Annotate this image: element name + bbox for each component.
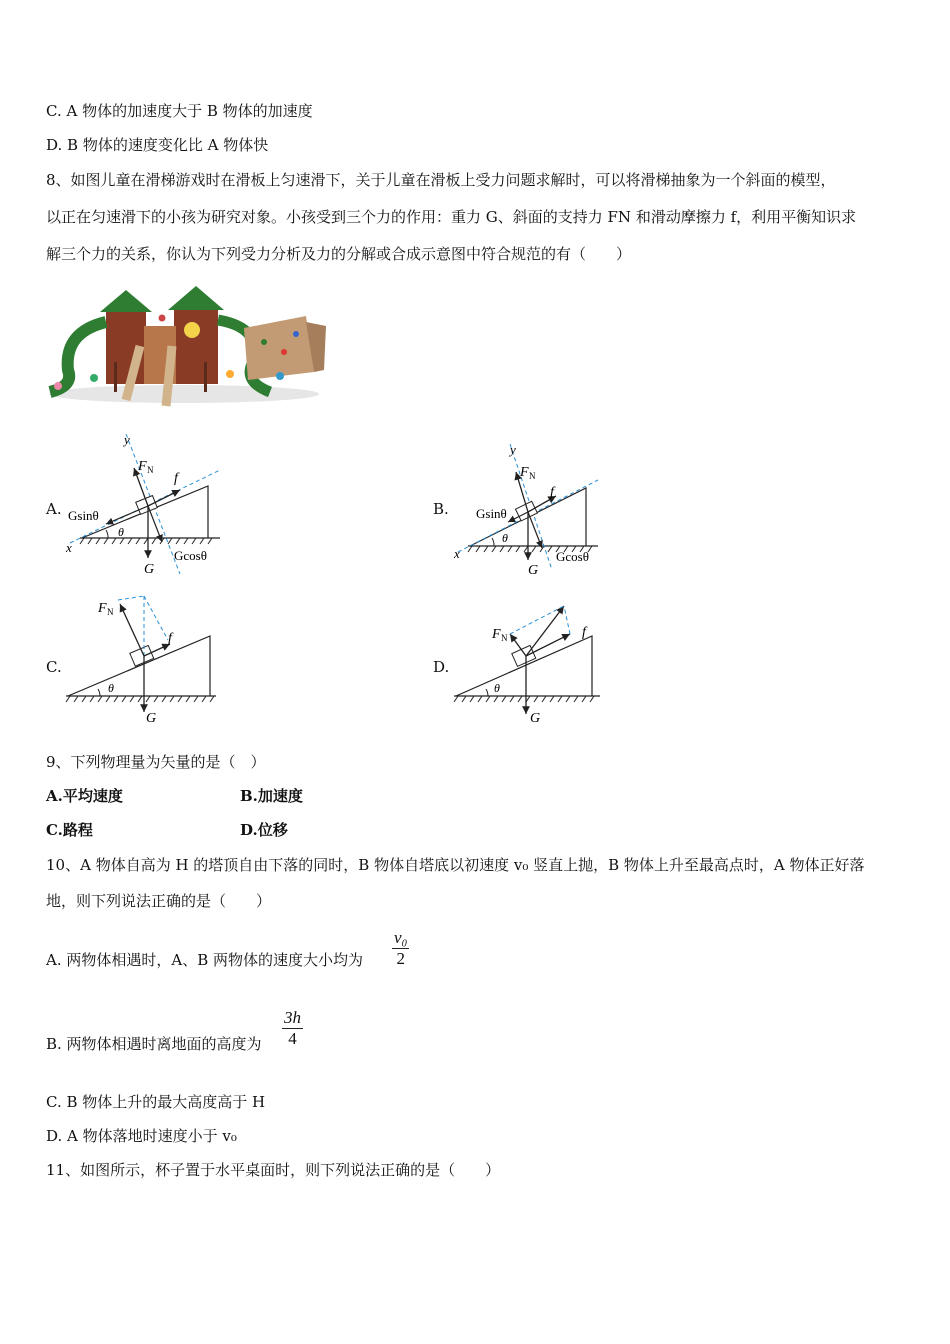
svg-text:f: f	[168, 631, 172, 646]
q9-option-a: A.平均速度	[46, 787, 123, 805]
svg-text:N: N	[501, 633, 508, 643]
diagram-b	[448, 436, 618, 581]
q9-stem: 9、下列物理量为矢量的是（ ）	[46, 753, 266, 771]
y-axis-label: y	[124, 432, 130, 447]
svg-text:Gcosθ: Gcosθ	[556, 549, 589, 564]
svg-text:θ: θ	[502, 531, 508, 545]
q10-option-c: C. B 物体上升的最大高度高于 H	[46, 1093, 266, 1111]
q10-option-b: B. 两物体相遇时离地面的高度为	[46, 1035, 262, 1053]
q10-option-a-fraction: $\frac{\text{v₀}}{2}$	[394, 928, 408, 968]
diagram-d	[448, 598, 618, 730]
g-label: G	[144, 562, 155, 577]
playground-illustration	[44, 282, 328, 408]
q10-option-b-fraction: $\frac{3h}{4}$	[284, 1008, 301, 1048]
q10-option-d: D. A 物体落地时速度小于 v₀	[46, 1127, 237, 1145]
f-label: f	[174, 471, 178, 486]
svg-text:G: G	[146, 711, 157, 726]
q7-option-d: D. B 物体的速度变化比 A 物体快	[46, 136, 269, 154]
svg-text:x: x	[454, 546, 460, 561]
svg-text:N: N	[529, 471, 536, 481]
q8-option-c-label: C.	[46, 658, 62, 676]
svg-text:y: y	[510, 442, 516, 457]
q8-stem-line1: 8、如图儿童在滑梯游戏时在滑板上匀速滑下，关于儿童在滑板上受力问题求解时，可以将滑梯抽象为一个斜面的模型，	[46, 171, 836, 189]
q8-option-b-label: B.	[433, 500, 449, 518]
diagram-c	[60, 590, 230, 730]
q7-option-c: C. A 物体的加速度大于 B 物体的加速度	[46, 102, 313, 120]
svg-text:N: N	[107, 607, 114, 617]
svg-text:F: F	[98, 601, 107, 616]
q10-option-a: A. 两物体相遇时，A、B 两物体的速度大小均为	[46, 951, 363, 969]
svg-text:G: G	[530, 711, 541, 726]
q8-option-d-label: D.	[433, 658, 450, 676]
svg-text:f: f	[582, 625, 586, 640]
q9-option-c: C.路程	[46, 821, 93, 839]
svg-text:G: G	[528, 563, 539, 578]
fn-subscript: N	[147, 465, 154, 475]
diagram-a	[60, 428, 230, 578]
svg-text:F: F	[492, 627, 501, 642]
fn-label: F	[138, 459, 147, 474]
gsin-label: Gsinθ	[68, 508, 99, 523]
svg-text:θ: θ	[494, 681, 500, 695]
x-axis-label: x	[66, 540, 72, 555]
q10-stem-line1: 10、A 物体自高为 H 的塔顶自由下落的同时，B 物体自塔底以初速度 v₀ 竖直上抛，B 物体上升至最高点时，A 物体正好落	[46, 856, 865, 874]
svg-text:θ: θ	[108, 681, 114, 695]
gcos-label: Gcosθ	[174, 548, 207, 563]
theta-label: θ	[118, 525, 124, 539]
svg-text:f: f	[550, 485, 554, 500]
q9-option-b: B.加速度	[240, 787, 303, 805]
q8-stem-line2: 以正在匀速滑下的小孩为研究对象。小孩受到三个力的作用：重力 G、斜面的支持力 FN 和滑动摩擦力 f，利用平衡知识求	[46, 208, 857, 226]
q9-option-d: D.位移	[240, 821, 288, 839]
q8-stem-line3: 解三个力的关系，你认为下列受力分析及力的分解或合成示意图中符合规范的有（ ）	[46, 245, 632, 263]
q10-stem-line2: 地，则下列说法正确的是（ ）	[46, 892, 272, 910]
svg-text:F: F	[520, 465, 529, 480]
svg-text:Gsinθ: Gsinθ	[476, 506, 507, 521]
q8-option-a-label: A.	[46, 500, 62, 518]
q11-stem: 11、如图所示，杯子置于水平桌面时，则下列说法正确的是（ ）	[46, 1161, 501, 1179]
